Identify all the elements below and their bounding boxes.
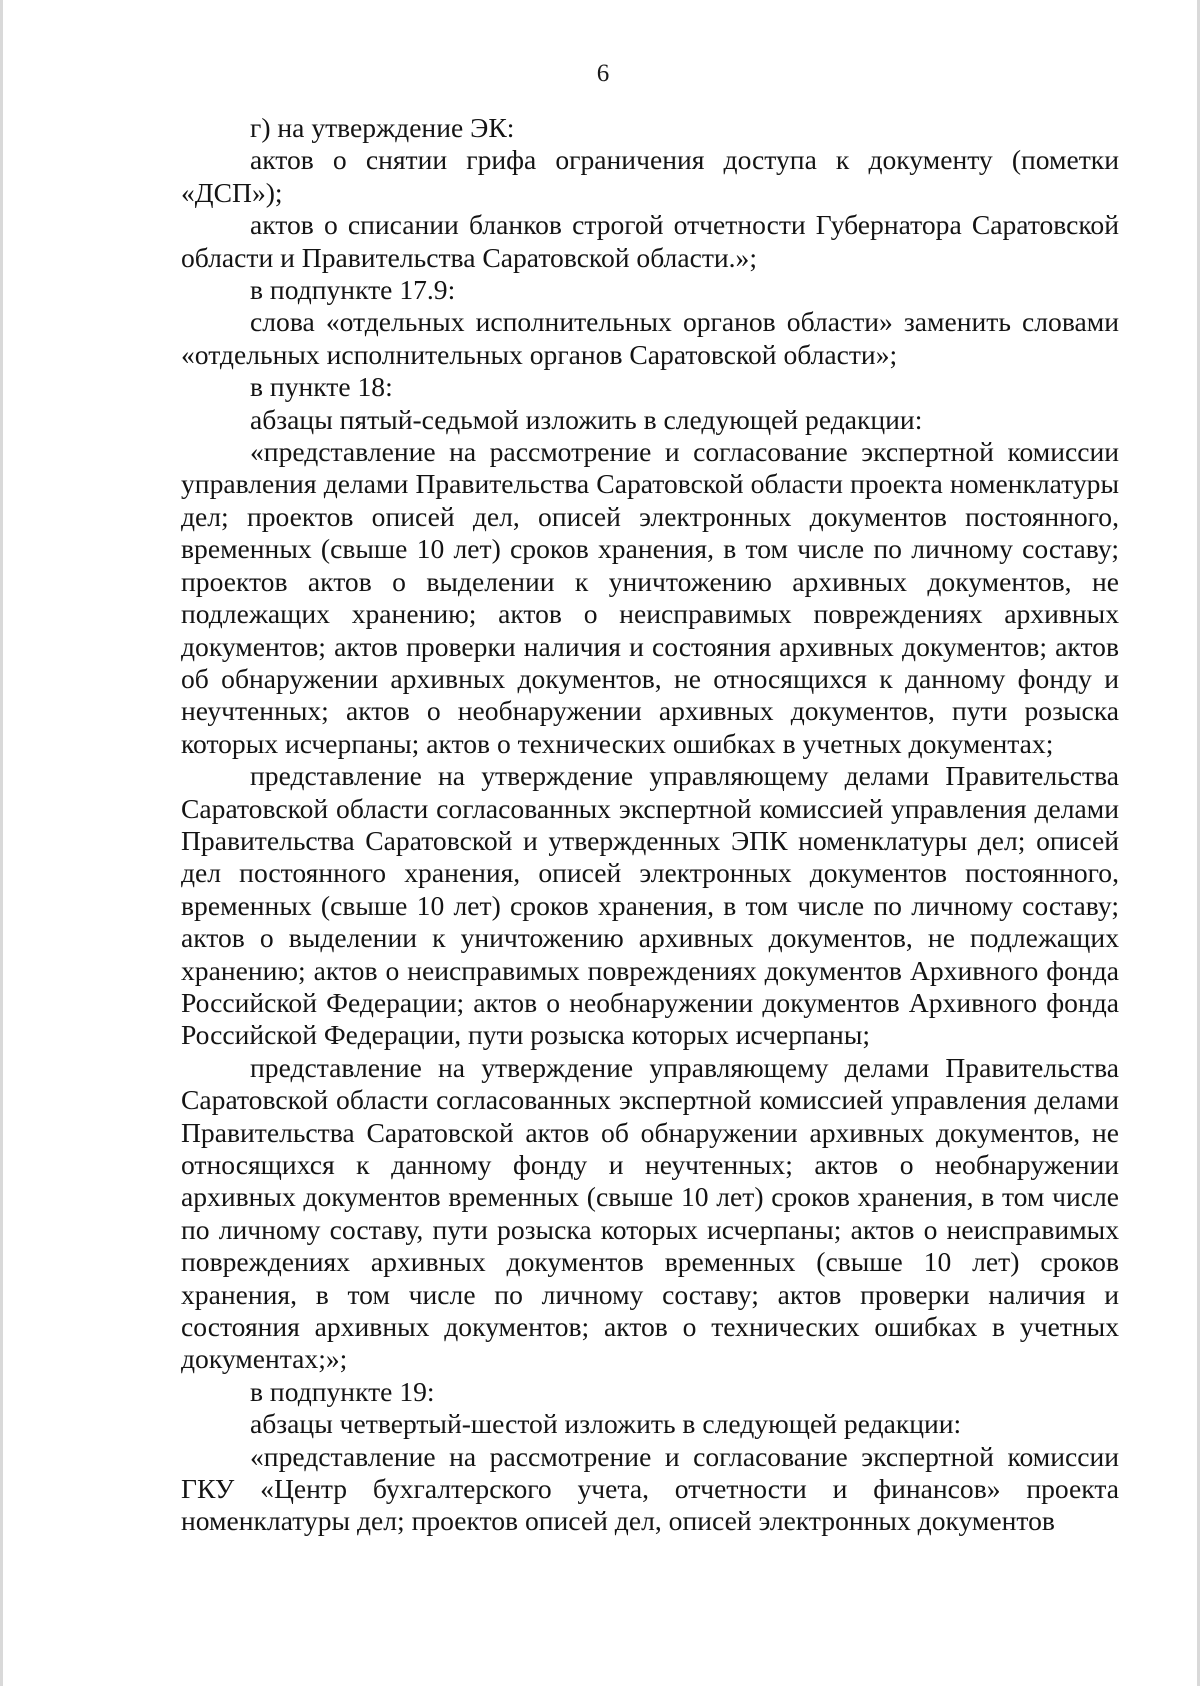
paragraph-item-18: в пункте 18: [250,371,393,403]
paragraph-dsp-removal-acts: актов о снятии грифа ограничения доступа к документу (пометки «ДСП»); [181,144,1119,208]
paragraph-subitem-17-9: в подпункте 17.9: [250,274,456,306]
paragraph-subitem-19-clause-1: «представление на рассмотрение и согласование экспертной комиссии ГКУ «Центр бухгалтерского учета, отчетности и финансов» проекта номенклатуры дел; проектов описей дел, описей электронных документов [181,1440,1119,1537]
paragraph-item-18-intro: абзацы пятый-седьмой изложить в следующей редакции: [250,403,923,435]
paragraph-subitem-19-intro: абзацы четвертый-шестой изложить в следующей редакции: [250,1408,962,1440]
paragraph-item-18-clause-3: представление на утверждение управляющему делами Правительства Саратовской области согласованных экспертной комиссией управления делами Правительства Саратовской актов об обнаружении архивных документов, не относящихся к данному фонду и неучтенных; актов о необнаружении архивных документов временных (свыше 10 лет) сроков хранения, в том числе по личному составу, пути розыска которых исчерпаны; актов о неисправимых повреждениях архивных документов временных (свыше 10 лет) сроков хранения, в том числе по личному составу; актов проверки наличия и состояния архивных документов; актов о технических ошибках в учетных документах;»; [181,1051,1119,1375]
paragraph-words-replacement: слова «отдельных исполнительных органов области» заменить словами «отдельных исполнительных органов Саратовской области»; [181,306,1119,370]
paragraph-item-18-clause-2: представление на утверждение управляющему делами Правительства Саратовской области согласованных экспертной комиссией управления делами Правительства Саратовской и утвержденных ЭПК номенклатуры дел; описей дел постоянного хранения, описей электронных документов постоянного, временных (свыше 10 лет) сроков хранения, в том числе по личному составу; актов о выделении к уничтожению архивных документов, не подлежащих хранению; актов о неисправимых повреждениях документов Архивного фонда Российской Федерации; актов о необнаружении документов Архивного фонда Российской Федерации, пути розыска которых исчерпаны; [181,760,1119,1051]
paragraph-item-18-clause-1: «представление на рассмотрение и согласование экспертной комиссии управления делами Правительства Саратовской области проекта номенклатуры дел; проектов описей дел, описей электронных документов постоянного, временных (свыше 10 лет) сроков хранения, в том числе по личному составу; проектов актов о выделении к уничтожению архивных документов, не подлежащих хранению; актов о неисправимых повреждениях архивных документов; актов проверки наличия и состояния архивных документов; актов об обнаружении архивных документов, не относящихся к данному фонду и неучтенных; актов о необнаружении архивных документов, пути розыска которых исчерпаны; актов о технических ошибках в учетных документах; [181,436,1119,759]
paragraph-strict-forms-acts: актов о списании бланков строгой отчетности Губернатора Саратовской области и Правительства Саратовской области.»; [181,209,1119,273]
paragraph-subitem-g-heading: г) на утверждение ЭК: [250,112,515,143]
document-body [181,112,1119,1538]
page-number: 6 [596,60,610,87]
paragraph-subitem-19: в подпункте 19: [250,1375,435,1407]
